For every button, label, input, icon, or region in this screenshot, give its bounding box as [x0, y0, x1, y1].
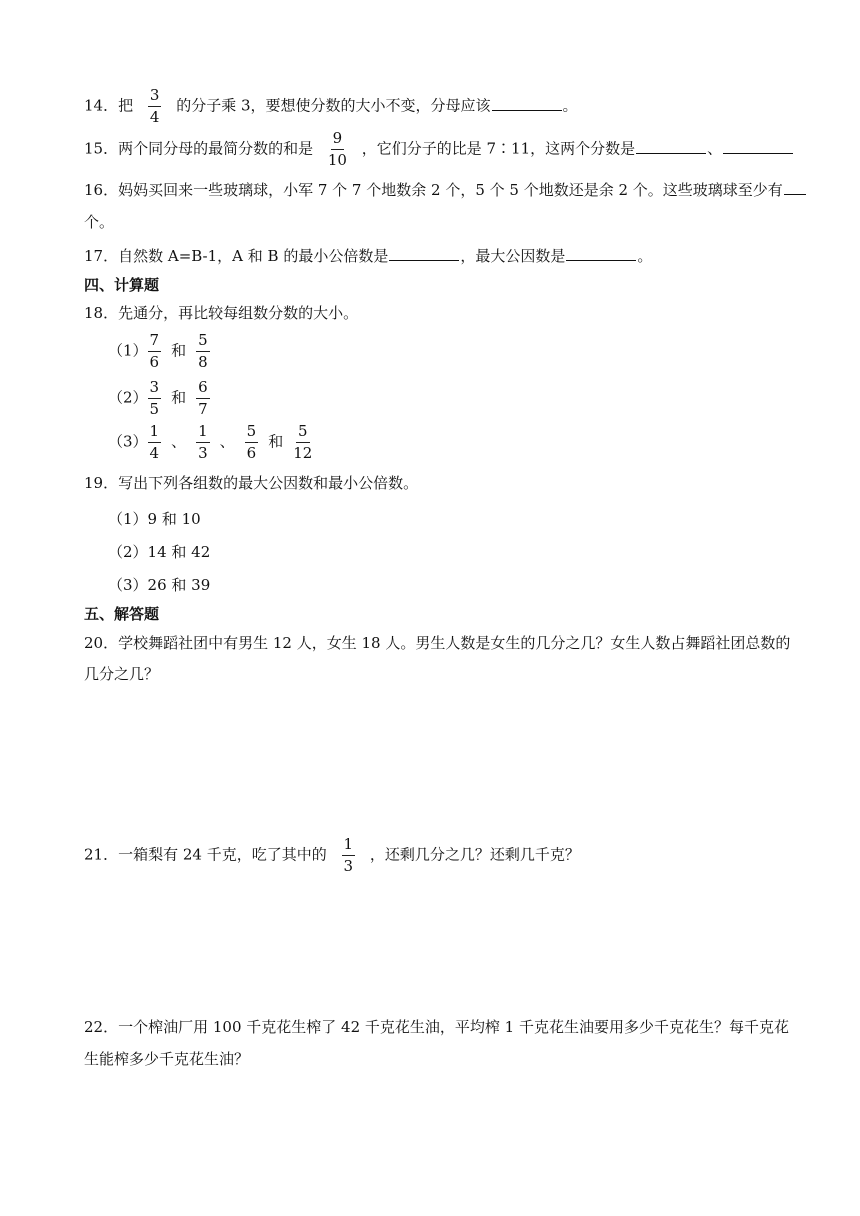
- frac-num: 5: [296, 424, 310, 443]
- section-heading-4: 四、计算题: [84, 276, 160, 294]
- q21-fraction: [342, 837, 356, 874]
- frac-num: 5: [196, 333, 210, 352]
- q18-g3-and: 和: [268, 432, 284, 451]
- q18-group-1: [108, 333, 220, 370]
- q18-g1-frac-a: [148, 333, 162, 370]
- question-20-line-1: [84, 633, 790, 653]
- q21-frac-den: 3: [343, 857, 354, 875]
- q22-text: 22．一个榨油厂用 100 千克花生榨了 42 千克花生油，平均榨 1 千克花生油要用多少千克花生？每千克花: [84, 1018, 789, 1036]
- question-19: [84, 473, 418, 493]
- q18-g1-label: （1）: [108, 341, 148, 360]
- q18-group-3: [108, 424, 322, 461]
- question-21: [84, 837, 580, 874]
- q15-separator: 、: [707, 139, 723, 158]
- frac-den: 5: [149, 400, 160, 418]
- q18-g1-and: 和: [171, 341, 187, 360]
- q14-text-end: 。: [562, 96, 578, 115]
- q18-group-2: [108, 380, 220, 417]
- q17-answer-blank-gcd[interactable]: [566, 246, 636, 261]
- frac-den: 8: [198, 353, 208, 371]
- frac-den: 12: [293, 444, 313, 462]
- q16-text-end: 个。: [84, 213, 115, 231]
- q22-text-end: 生能榨多少千克花生油？: [84, 1050, 250, 1068]
- q15-text-pre: 15．两个同分母的最简分数的和是: [84, 139, 314, 158]
- q18-g3-sep-2: 、: [219, 432, 235, 451]
- frac-den: 6: [246, 444, 257, 462]
- q14-text-pre: 14．把: [84, 96, 134, 115]
- q18-g2-frac-b: [196, 380, 210, 417]
- question-18: [84, 303, 358, 323]
- q14-fraction: [148, 88, 162, 125]
- question-20-line-2: [84, 664, 159, 684]
- frac-num: 3: [148, 380, 162, 399]
- q14-frac-den: 4: [149, 108, 160, 126]
- question-22-line-2: [84, 1049, 249, 1069]
- frac-num: 7: [148, 333, 162, 352]
- q18-g3-frac-c: [245, 424, 259, 461]
- q18-g3-frac-a: [148, 424, 162, 461]
- q15-answer-blank-2[interactable]: [723, 139, 793, 154]
- question-22-line-1: [84, 1017, 789, 1037]
- q19-item-2: （2）14 和 42: [108, 543, 211, 561]
- q14-frac-num: 3: [148, 88, 162, 107]
- q18-g1-frac-b: [196, 333, 210, 370]
- question-17: [84, 246, 652, 266]
- q14-answer-blank[interactable]: [492, 96, 562, 111]
- q17-text-end: 。: [637, 247, 653, 265]
- q20-text: 20．学校舞蹈社团中有男生 12 人，女生 18 人。男生人数是女生的几分之几？女生人数占舞蹈社团总数的: [84, 634, 791, 652]
- q17-text-mid: ，最大公因数是: [460, 247, 566, 265]
- q18-g2-and: 和: [171, 388, 187, 407]
- q16-text: 16．妈妈买回来一些玻璃球，小军 7 个 7 个地数余 2 个，5 个 5 个地数还是余 2 个。这些玻璃球至少有: [84, 181, 783, 199]
- frac-num: 1: [196, 424, 210, 443]
- question-15: [84, 131, 794, 168]
- frac-den: 3: [198, 444, 208, 462]
- frac-num: 5: [245, 424, 259, 443]
- q21-text-post: ，还剩几分之几？还剩几千克？: [369, 845, 580, 864]
- q15-text-post: ，它们分子的比是 7∶11，这两个分数是: [361, 139, 636, 158]
- frac-den: 4: [149, 444, 160, 462]
- q17-text-pre: 17．自然数 A=B-1，A 和 B 的最小公倍数是: [84, 247, 389, 265]
- q17-answer-blank-lcm[interactable]: [389, 246, 459, 261]
- question-14: [84, 88, 578, 125]
- question-16-line-1: [84, 180, 807, 200]
- frac-num: 1: [148, 424, 162, 443]
- q19-item-1: （1）9 和 10: [108, 510, 201, 528]
- q18-text: 18．先通分，再比较每组数分数的大小。: [84, 304, 359, 322]
- section-heading-5: 五、解答题: [84, 605, 160, 623]
- q18-g3-label: （3）: [108, 432, 148, 451]
- q14-text-post: 的分子乘 3，要想使分数的大小不变，分母应该: [176, 96, 491, 115]
- q18-g3-frac-b: [196, 424, 210, 461]
- q15-frac-den: 10: [327, 151, 347, 169]
- q15-frac-num: 9: [331, 131, 345, 150]
- q19-item-3: （3）26 和 39: [108, 576, 211, 594]
- q18-g3-sep-1: 、: [171, 432, 187, 451]
- q21-text-pre: 21．一箱梨有 24 千克，吃了其中的: [84, 845, 327, 864]
- q15-fraction: [328, 131, 347, 168]
- question-16-line-2: [84, 212, 114, 232]
- q18-g3-frac-d: [293, 424, 312, 461]
- frac-den: 6: [149, 353, 160, 371]
- q18-g2-frac-a: [148, 380, 162, 417]
- q15-answer-blank-1[interactable]: [636, 139, 706, 154]
- q19-text: 19．写出下列各组数的最大公因数和最小公倍数。: [84, 474, 419, 492]
- q16-answer-blank[interactable]: [784, 180, 806, 195]
- q21-frac-num: 1: [342, 837, 356, 856]
- frac-den: 7: [198, 400, 208, 418]
- frac-num: 6: [196, 380, 210, 399]
- q20-text-end: 几分之几？: [84, 665, 160, 683]
- q18-g2-label: （2）: [108, 388, 148, 407]
